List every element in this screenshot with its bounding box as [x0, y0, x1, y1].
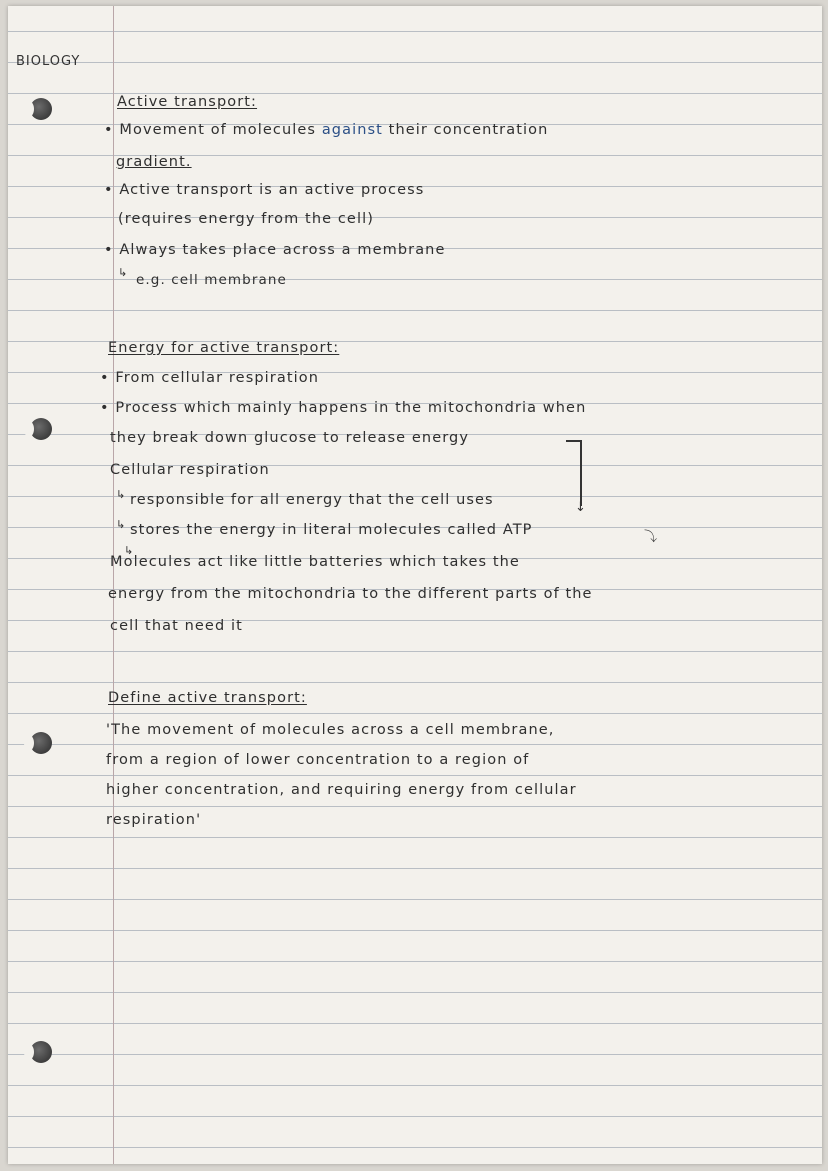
note-line — [104, 182, 424, 198]
quote-line: respiration' — [106, 812, 202, 828]
sub-arrow-icon: ↳ — [118, 266, 128, 279]
note-line — [100, 370, 319, 386]
note-line: gradient. — [116, 154, 192, 170]
bracket-line — [580, 440, 582, 506]
punch-hole — [30, 1041, 52, 1063]
sub-arrow-icon: ↳ — [124, 544, 134, 557]
note-text: From cellular respiration — [115, 370, 320, 386]
note-line: they break down glucose to release energy — [110, 430, 470, 446]
section-heading-define: Define active transport: — [108, 690, 307, 706]
note-text: Movement of molecules — [119, 122, 317, 138]
arrow-down-icon: ⤵ — [644, 530, 658, 545]
note-line: stores the energy in literal molecules called ATP — [130, 522, 533, 538]
note-line — [104, 122, 548, 138]
margin-line — [113, 6, 114, 1164]
bullet: • — [104, 122, 114, 138]
sub-arrow-icon: ↳ — [116, 518, 126, 531]
note-line — [104, 242, 445, 258]
punch-hole — [30, 732, 52, 754]
note-line: responsible for all energy that the cell uses — [130, 492, 494, 508]
punch-hole — [30, 418, 52, 440]
quote-line: from a region of lower concentration to a region of — [106, 752, 530, 768]
note-line: Molecules act like little batteries which takes the — [110, 554, 520, 570]
note-line: Cellular respiration — [110, 462, 270, 478]
notebook-page — [8, 6, 822, 1164]
subject-label: BIOLOGY — [16, 54, 81, 69]
note-line: cell that need it — [110, 618, 243, 634]
note-line — [100, 400, 586, 416]
note-line: (requires energy from the cell) — [118, 211, 374, 227]
note-text: Process which mainly happens in the mitochondria when — [115, 400, 587, 416]
section-heading-active-transport: Active transport: — [117, 94, 258, 110]
note-text: Always takes place across a membrane — [119, 242, 446, 258]
arrow-down-icon: ↓ — [575, 500, 586, 515]
quote-line: 'The movement of molecules across a cell membrane, — [106, 722, 555, 738]
bullet: • — [104, 182, 114, 198]
quote-line: higher concentration, and requiring energy from cellular — [106, 782, 577, 798]
punch-hole — [30, 98, 52, 120]
section-heading-energy: Energy for active transport: — [108, 340, 340, 356]
bullet: • — [104, 242, 114, 258]
note-line: energy from the mitochondria to the different parts of the — [108, 586, 593, 602]
bullet: • — [100, 370, 110, 386]
sub-arrow-icon: ↳ — [116, 488, 126, 501]
emphasis-word: against — [321, 122, 383, 138]
note-text: their concentration — [388, 122, 549, 138]
bullet: • — [100, 400, 110, 416]
note-line: e.g. cell membrane — [136, 272, 287, 288]
note-text: Active transport is an active process — [119, 182, 425, 198]
